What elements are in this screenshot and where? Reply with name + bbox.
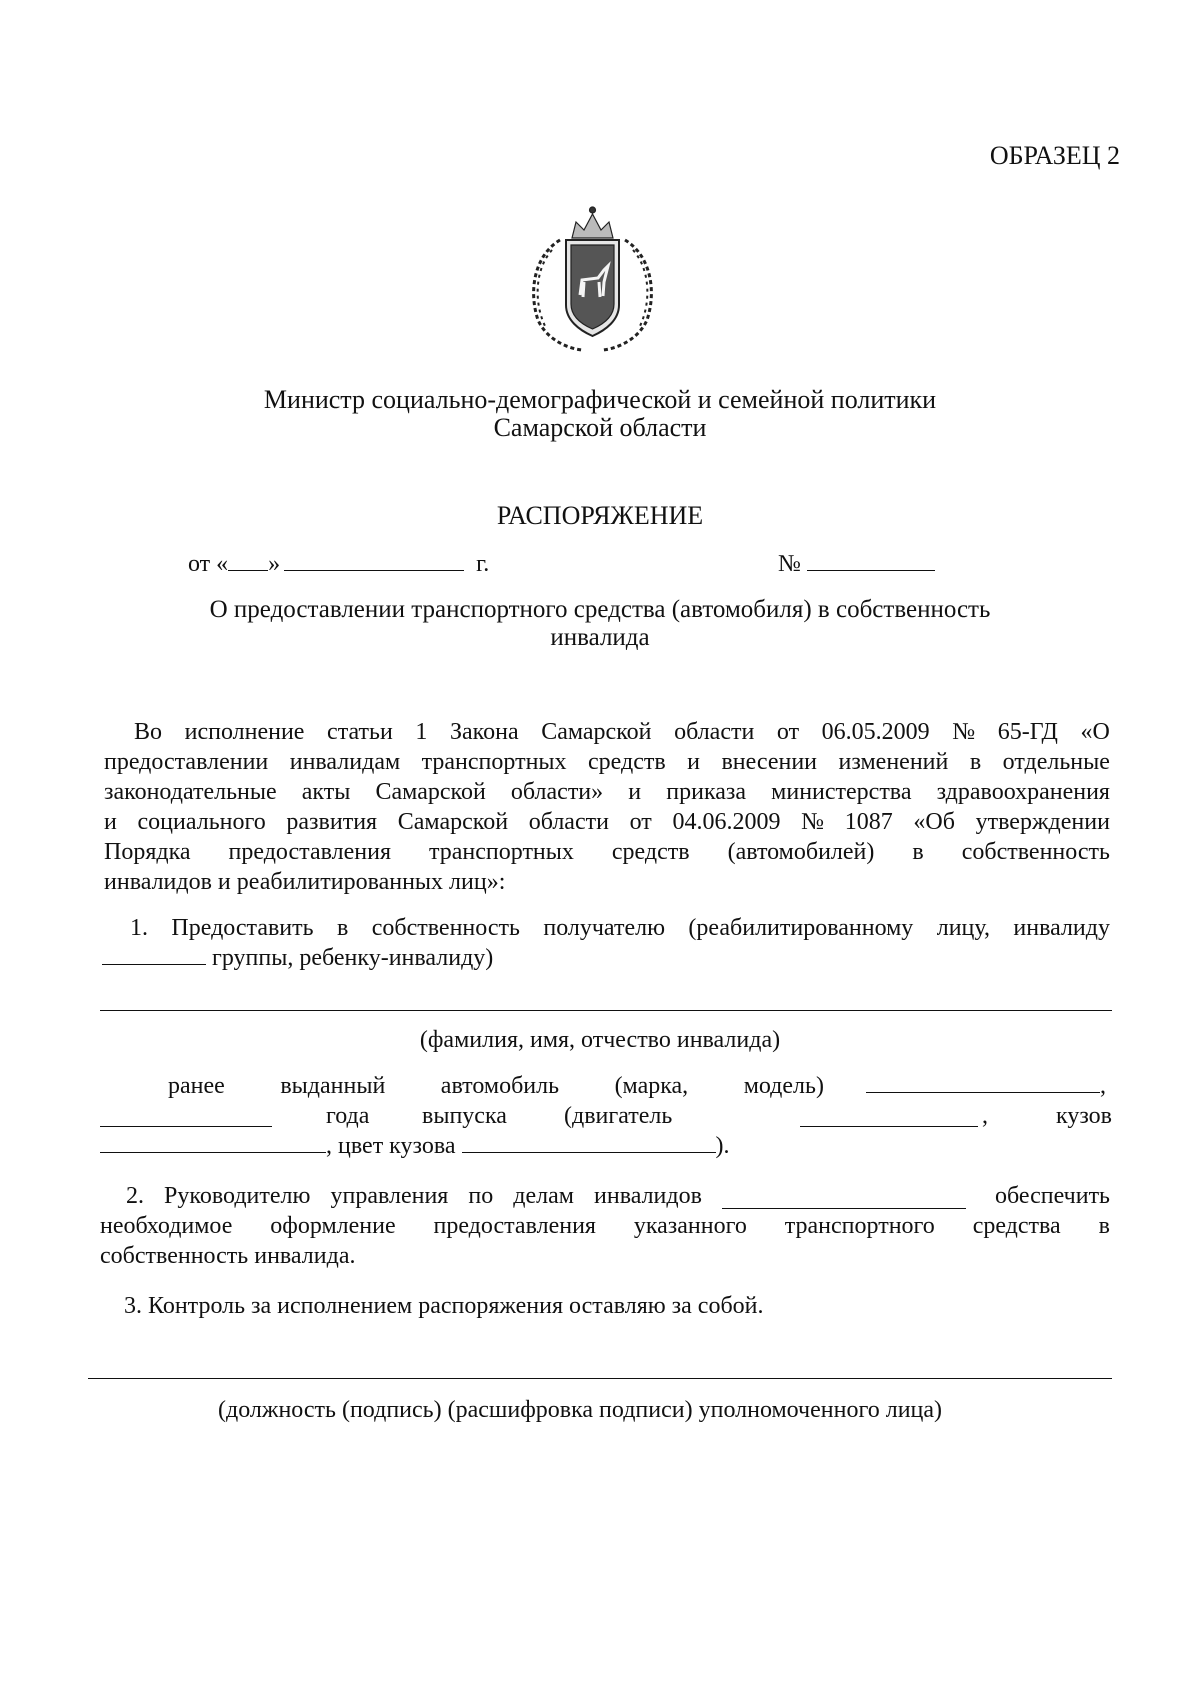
item2-line-1-word: Руководителю	[164, 1183, 311, 1209]
preamble-line-1-word: области	[674, 719, 755, 745]
preamble-line-1-word: Самарской	[541, 719, 652, 745]
preamble-line-4-word: 1087	[844, 809, 893, 835]
item2-line-2-word: предоставления	[433, 1213, 596, 1239]
preamble-line-3-word: министерства	[771, 779, 912, 805]
document-type-title: РАСПОРЯЖЕНИЕ	[496, 501, 704, 530]
preamble-line-1-word: исполнение	[184, 719, 305, 745]
preamble-line-5	[104, 836, 1110, 868]
manager-blank	[722, 1186, 966, 1209]
preamble-line-4-word: развития	[286, 809, 378, 835]
item1-line-1-word: Предоставить	[171, 915, 314, 941]
signature-caption: (должность (подпись) (расшифровка подписи) уполномоченного лица)	[218, 1397, 943, 1423]
preamble-line-4-word: области	[528, 809, 609, 835]
color-blank	[462, 1130, 716, 1153]
preamble-line-5-word: предоставления	[228, 839, 391, 865]
item2-line-1-word: управления	[330, 1183, 449, 1209]
coat-of-arms-emblem	[520, 200, 665, 355]
header-line-2: Самарской области	[493, 413, 707, 442]
signature-line	[88, 1378, 1112, 1379]
month-blank	[284, 548, 464, 571]
header-line-1: Министр социально-демографической и семейной политики	[263, 385, 937, 414]
item1-line-1-word: (реабилитированному	[688, 915, 914, 941]
item2-line-1-word: инвалидов	[594, 1183, 702, 1209]
year-blank	[100, 1104, 272, 1127]
car-line-1-word: модель)	[743, 1073, 824, 1099]
car-model-fill	[866, 1070, 1106, 1102]
fio-line	[100, 1010, 1112, 1011]
item2-line-1-word: по	[468, 1183, 494, 1209]
item1-line-2	[102, 942, 493, 974]
preamble-line-4-word: от	[629, 809, 652, 835]
item2-line-2-word: указанного	[633, 1213, 747, 1239]
preamble-line-5-word: Порядка	[104, 839, 191, 865]
engine-comma: ,	[982, 1103, 988, 1129]
preamble-line-4-word: №	[801, 809, 825, 835]
preamble-line-4-word: 04.06.2009	[672, 809, 781, 835]
preamble-line-1-word: №	[952, 719, 976, 745]
preamble-line-2-word: изменений	[838, 749, 949, 775]
preamble-line-1-word: статьи	[327, 719, 393, 745]
subject-line-1: О предоставлении транспортного средства (автомобиля) в собственность	[209, 596, 991, 623]
car-line-1-comma: ,	[1100, 1073, 1106, 1099]
item1-line-1	[130, 912, 1110, 944]
subject-line-2: инвалида	[550, 624, 650, 651]
preamble-line-3-word: законодательные	[104, 779, 277, 805]
preamble-line-2-word: инвалидам	[289, 749, 401, 775]
item2-line-2	[100, 1210, 1110, 1242]
preamble-line-5-word: в	[912, 839, 924, 865]
car-line-1	[168, 1070, 824, 1102]
preamble-line-5-word: (автомобилей)	[727, 839, 875, 865]
preamble-line-2-word: внесении	[721, 749, 818, 775]
preamble-line-2-word: в	[969, 749, 982, 775]
item3: 3. Контроль за исполнением распоряжения оставляю за собой.	[124, 1293, 764, 1319]
year-suffix: г.	[476, 551, 490, 577]
engine-label: (двигатель	[564, 1103, 673, 1129]
model-blank	[866, 1070, 1100, 1093]
date-close-quote: »	[268, 551, 281, 577]
preamble-line-1-word: «О	[1080, 719, 1110, 745]
car-line-3-end: ).	[715, 1133, 730, 1159]
preamble-line-5-word: транспортных	[428, 839, 574, 865]
group-blank	[102, 942, 206, 965]
item2-line-1-word: 2.	[126, 1183, 144, 1209]
preamble-line-1-word: 06.05.2009	[821, 719, 930, 745]
preamble-line-1	[134, 716, 1110, 748]
preamble-line-4-word: Самарской	[397, 809, 509, 835]
preamble-line-2-word: отдельные	[1002, 749, 1110, 775]
car-line-1-word: ранее	[168, 1073, 225, 1099]
preamble-line-2-word: транспортных	[421, 749, 567, 775]
item2-line-2-word: необходимое	[100, 1213, 233, 1239]
number-blank	[807, 548, 935, 571]
sample-label: ОБРАЗЕЦ 2	[989, 141, 1120, 170]
preamble-line-5-word: собственность	[961, 839, 1110, 865]
preamble-line-2-word: и	[687, 749, 700, 775]
item2-line-2-word: в	[1098, 1213, 1110, 1239]
preamble-line-3	[104, 776, 1110, 808]
preamble-line-3-word: Самарской	[375, 779, 486, 805]
preamble-line-4-word: утверждении	[975, 809, 1110, 835]
number-line	[778, 548, 935, 580]
preamble-line-2	[104, 746, 1110, 778]
car-line-1-word: автомобиль	[440, 1073, 560, 1099]
item2-line-1-end: обеспечить	[994, 1183, 1110, 1209]
item2-line-2-word: средства	[972, 1213, 1061, 1239]
preamble-line-1-word: 1	[415, 719, 428, 745]
preamble-line-6: инвалидов и реабилитированных лиц»:	[104, 869, 506, 895]
preamble-line-3-word: акты	[301, 779, 351, 805]
item1-line-2-text: группы, ребенку-инвалиду)	[212, 945, 494, 971]
preamble-line-4-word: и	[104, 809, 117, 835]
preamble-line-3-word: здравоохранения	[936, 779, 1110, 805]
preamble-line-3-word: области»	[510, 779, 604, 805]
body-blank	[100, 1130, 326, 1153]
item1-line-1-word: в	[336, 915, 349, 941]
engine-blank	[800, 1104, 978, 1127]
preamble-line-4	[104, 806, 1110, 838]
car-line-2	[100, 1100, 1112, 1132]
item1-line-1-word: лицу,	[936, 915, 990, 941]
item2-line-3: собственность инвалида.	[100, 1243, 356, 1269]
color-label: , цвет кузова	[326, 1133, 456, 1159]
preamble-line-5-word: средств	[611, 839, 690, 865]
item1-line-1-word: собственность	[371, 915, 520, 941]
item2-line-2-word: транспортного	[784, 1213, 935, 1239]
preamble-line-3-word: приказа	[666, 779, 747, 805]
preamble-line-2-word: средств	[588, 749, 666, 775]
preamble-line-4-word: социального	[137, 809, 266, 835]
item2-line-1-word: делам	[513, 1183, 574, 1209]
body-label: кузов	[1056, 1103, 1112, 1129]
preamble-line-1-word: 65-ГД	[997, 719, 1058, 745]
car-line-1-word: выданный	[280, 1073, 386, 1099]
date-from-label: от «	[188, 551, 229, 577]
preamble-line-3-word: и	[628, 779, 642, 805]
item2-line-2-word: оформление	[270, 1213, 396, 1239]
preamble-line-2-word: предоставлении	[104, 749, 269, 775]
item1-line-1-word: инвалиду	[1013, 915, 1110, 941]
fio-caption: (фамилия, имя, отчество инвалида)	[419, 1027, 781, 1053]
number-sign: №	[778, 551, 801, 577]
preamble-line-1-word: от	[776, 719, 800, 745]
day-blank	[228, 548, 268, 571]
item2-line-1	[126, 1180, 702, 1212]
preamble-line-1-word: Закона	[449, 719, 519, 745]
preamble-line-4-word: «Об	[913, 809, 955, 835]
preamble-line-1-word: Во	[134, 719, 163, 745]
car-line-1-word: (марка,	[614, 1073, 689, 1099]
date-line	[188, 548, 489, 580]
item1-line-1-word: получателю	[543, 915, 666, 941]
year-label: года	[326, 1103, 370, 1129]
item1-line-1-word: 1.	[130, 915, 148, 941]
release-label: выпуска	[422, 1103, 507, 1129]
car-line-3	[100, 1130, 730, 1162]
